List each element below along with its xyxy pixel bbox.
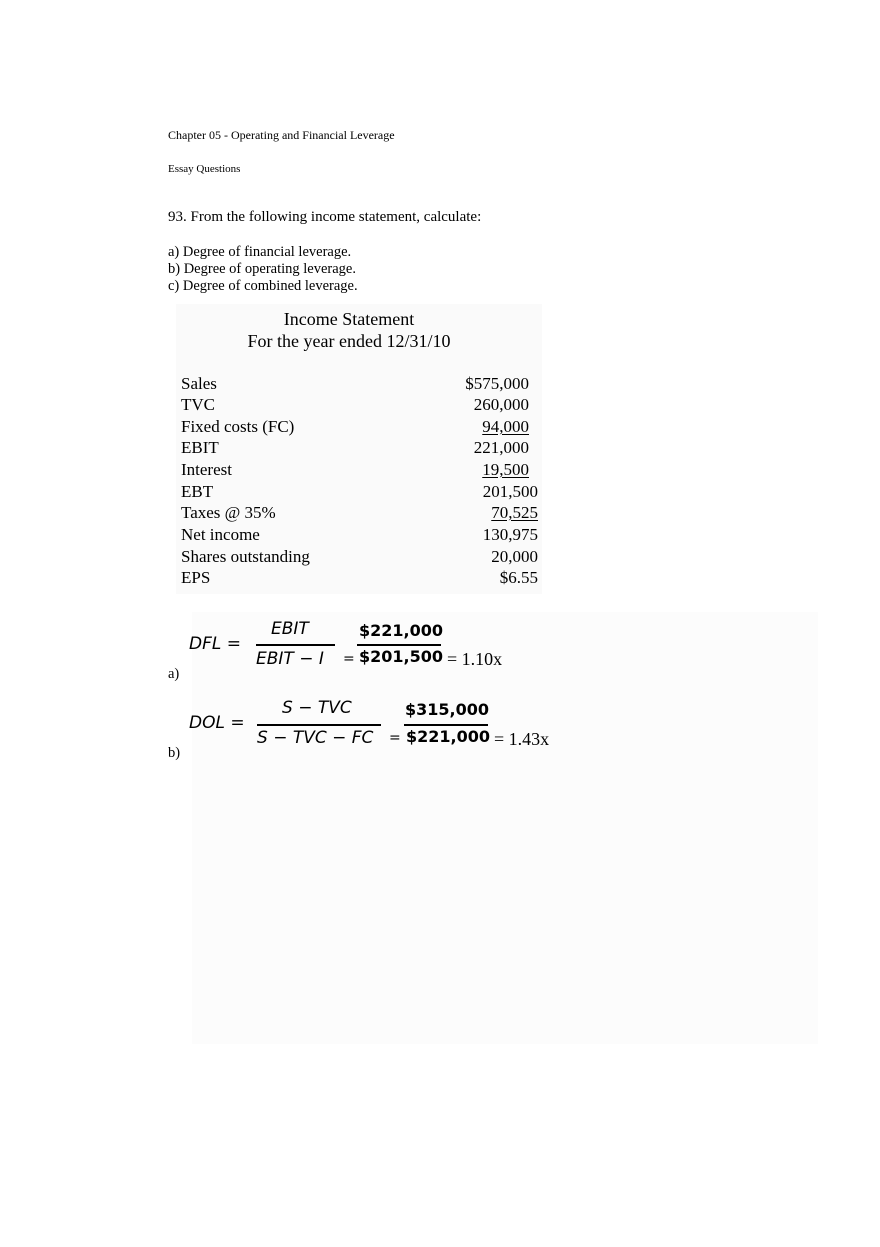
dfl-value-numerator: $221,000: [359, 621, 444, 640]
answer-label-b: b): [168, 745, 181, 761]
question-part-c: c) Degree of combined leverage.: [168, 278, 358, 294]
statement-row-ebt: [181, 482, 538, 504]
statement-subtitle: For the year ended 12/31/10: [247, 331, 451, 351]
row-label: Net income: [181, 525, 260, 544]
dfl-value-denominator: $201,500: [359, 647, 444, 666]
dol-denominator: S − TVC − FC: [257, 728, 374, 748]
statement-row-taxes: [181, 503, 538, 525]
dfl-lhs: DFL =: [189, 634, 241, 654]
question-text: 93. From the following income statement, calculate:: [168, 209, 482, 225]
statement-row-interest: [181, 460, 538, 482]
dol-value-numerator: $315,000: [405, 700, 490, 719]
row-label: Fixed costs (FC): [181, 417, 295, 436]
statement-row-shares: [181, 547, 538, 569]
dol-lhs: DOL =: [189, 713, 245, 733]
dfl-value-bar: [357, 644, 441, 646]
chapter-title: Chapter 05 - Operating and Financial Leverage: [168, 128, 395, 142]
row-value: 260,000: [473, 395, 529, 414]
row-label: EBIT: [181, 438, 219, 457]
statement-row-net-income: [181, 525, 538, 547]
dfl-result: = 1.10x: [447, 649, 503, 669]
dol-value-denominator: $221,000: [406, 727, 491, 746]
row-value: 130,975: [482, 525, 538, 544]
dol-equals: =: [389, 730, 401, 746]
section-title: Essay Questions: [168, 163, 241, 175]
statement-title: Income Statement: [283, 309, 415, 329]
row-label: Shares outstanding: [181, 547, 310, 566]
dol-fraction-bar: [257, 724, 381, 726]
question-part-a: a) Degree of financial leverage.: [168, 244, 352, 260]
row-label: EBT: [181, 482, 214, 501]
income-statement: [176, 304, 542, 594]
question-part-b: b) Degree of operating leverage.: [168, 261, 356, 277]
dol-value-bar: [404, 724, 488, 726]
statement-row-ebit: [181, 438, 538, 460]
row-label: Sales: [181, 374, 217, 393]
dol-result: = 1.43x: [494, 729, 550, 749]
row-value: $6.55: [499, 568, 538, 587]
row-value: 20,000: [491, 547, 538, 566]
row-label: TVC: [181, 395, 215, 414]
row-value: 221,000: [473, 438, 529, 457]
row-value: 70,525: [491, 503, 538, 522]
dfl-fraction-bar: [256, 644, 335, 646]
formula-background: [192, 612, 818, 1044]
row-value: 19,500: [482, 460, 529, 479]
dfl-numerator: EBIT: [271, 619, 309, 639]
row-value: $575,000: [465, 374, 529, 393]
answer-label-a: a): [168, 666, 180, 682]
statement-row-eps: [181, 568, 538, 590]
dol-numerator: S − TVC: [282, 698, 352, 718]
row-value: 94,000: [482, 417, 529, 436]
row-label: Interest: [181, 460, 232, 479]
dfl-equals: =: [343, 651, 355, 667]
row-label: EPS: [181, 568, 211, 587]
statement-row-sales: [181, 374, 538, 396]
dfl-denominator: EBIT − I: [256, 649, 324, 669]
row-value: 201,500: [482, 482, 538, 501]
statement-row-tvc: [181, 395, 538, 417]
statement-row-fixed-costs: [181, 417, 538, 439]
row-label: Taxes @ 35%: [181, 503, 276, 522]
